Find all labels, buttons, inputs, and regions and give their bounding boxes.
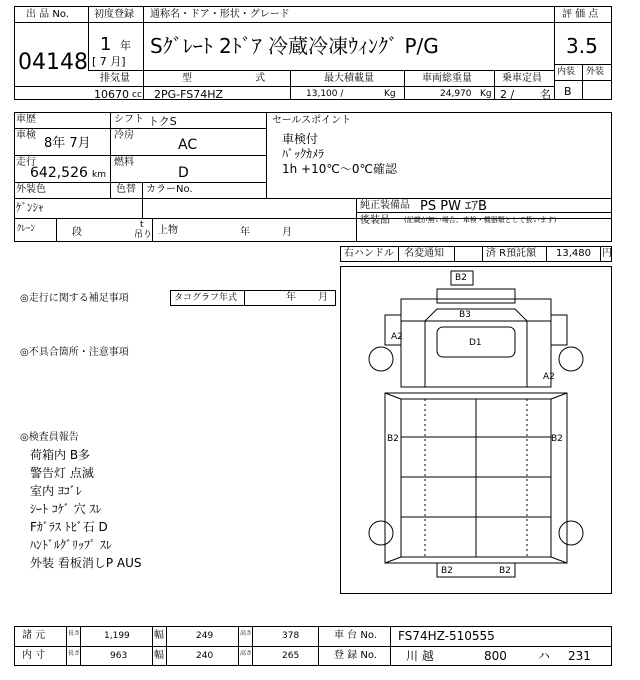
mileage-label: 走行: [16, 157, 36, 168]
interior-label: 内装: [557, 67, 576, 77]
chassis-label: 車 台 No.: [334, 630, 377, 641]
interior-grade: B: [564, 85, 572, 98]
liftgate-label: 上物: [158, 225, 178, 236]
inspection: 8年 7月: [44, 136, 91, 151]
outer-len: 1,199: [104, 631, 130, 641]
mark-a2-left: A2: [391, 332, 403, 342]
inspector-line: 外装 看板消しP AUS: [30, 556, 142, 570]
outer-dim-label: 諸 元: [22, 630, 46, 641]
reg-class: 800: [484, 649, 507, 663]
mark-a2-right: A2: [543, 372, 555, 382]
gross-weight-label: 車両総重量: [422, 73, 472, 84]
recycle-unit: 円: [602, 248, 612, 259]
name-change-label: 名変通知: [404, 248, 444, 259]
model-label: 型 式: [182, 73, 296, 84]
displacement: 10670: [94, 88, 129, 101]
score: 3.5: [566, 34, 598, 58]
inspector-line: 荷箱内 B多: [30, 448, 91, 462]
first-reg-year: 1: [100, 34, 112, 55]
reg-region: 川 越: [406, 649, 434, 663]
inspection-label: 車検: [16, 130, 36, 141]
liftgate-month: 月: [282, 227, 292, 238]
model-desc-label: 通称名・ドア・形状・グレード: [150, 9, 290, 20]
sales-line: ﾊﾞｯｸｶﾒﾗ: [282, 147, 325, 161]
max-load-unit: Kg: [384, 89, 396, 99]
inspector-line: Fｶﾞﾗｽ ﾄﾋﾞ石 D: [30, 520, 108, 534]
capacity: 2 /: [500, 88, 515, 101]
fuel: D: [178, 165, 189, 181]
max-load: 13,100 /: [306, 89, 344, 99]
ac-label: 冷房: [114, 130, 134, 141]
paint-label: 色替: [116, 184, 136, 195]
recycle-label: 済 R預託額: [486, 248, 537, 259]
inner-height-label: 高さ: [240, 650, 253, 657]
mark-d1: D1: [469, 338, 482, 348]
mark-b3: B3: [459, 310, 471, 320]
first-reg-month: [ 7 月]: [92, 55, 126, 68]
defects-label: ◎不具合箇所・注意事項: [20, 347, 129, 358]
inner-len: 963: [110, 651, 128, 661]
sales-label: セールスポイント: [272, 115, 352, 126]
capacity-label: 乗車定員: [502, 73, 542, 84]
tacho-label: タコグラフ年式: [174, 293, 238, 303]
sales-line: 1h +10℃～0℃確認: [282, 162, 397, 176]
recycle-value: 13,480: [556, 248, 591, 259]
color-no-label: カラーNo.: [146, 184, 193, 195]
aftermarket-label: 後装品: [360, 215, 390, 226]
lot-no: 04148: [18, 50, 88, 75]
inner-len-label: 長さ: [68, 650, 81, 657]
mark-b2-front: B2: [455, 273, 467, 283]
color: ｹﾞﾝｼｬ: [16, 201, 44, 214]
lot-no-label: 出 品 No.: [26, 9, 69, 20]
max-load-label: 最大積載量: [324, 73, 374, 84]
crane-tons: t: [140, 220, 144, 230]
gross-weight: 24,970: [440, 89, 472, 99]
outer-width: 249: [196, 631, 214, 641]
outer-width-label: 幅: [154, 630, 164, 641]
inspector-line: ｼｰﾄ ｺｹﾞ 穴 ｽﾚ: [30, 502, 102, 516]
liftgate-year: 年: [240, 227, 250, 238]
reg-number: 231: [568, 649, 591, 663]
mileage: 642,526: [30, 165, 88, 181]
genuine-equipment: PS PW ｴｱB: [420, 199, 487, 214]
inspector-lines: [30, 446, 141, 572]
displacement-unit: cc: [132, 90, 142, 100]
crane-label: ｸﾚｰﾝ: [17, 224, 36, 234]
inspector-line: 室内 ﾖｺﾞﾚ: [30, 484, 82, 498]
inner-width: 240: [196, 651, 214, 661]
color-label: 外装色: [16, 184, 46, 195]
mileage-unit: km: [92, 170, 106, 180]
gross-weight-unit: Kg: [480, 89, 492, 99]
score-label: 評 価 点: [562, 9, 599, 20]
shift-label: シフト: [114, 114, 144, 125]
sales-line: 車検付: [282, 132, 319, 146]
aftermarket-note: (記載が無い場合、車検・機器類として扱います): [404, 216, 557, 224]
first-reg-label: 初度登録: [94, 9, 134, 20]
tacho-month: 月: [318, 292, 328, 303]
model: 2PG-FS74HZ: [154, 88, 224, 101]
inner-height: 265: [282, 651, 300, 661]
outer-height-label: 高さ: [240, 630, 253, 637]
model-desc: Sｸﾞﾚｰﾄ 2ﾄﾞｱ 冷蔵冷凍ｳｨﾝｸﾞ P/G: [150, 34, 439, 58]
inspector-line: ﾊﾝﾄﾞﾙｸﾞﾘｯﾌﾟ ｽﾚ: [30, 538, 112, 552]
mark-b2-right: B2: [551, 434, 563, 444]
displacement-label: 排気量: [100, 73, 130, 84]
inner-dim-label: 内 寸: [22, 650, 46, 661]
reg-kana: ハ: [538, 649, 551, 663]
mark-b2-rear-right: B2: [499, 566, 511, 576]
truck-diagram-svg: [341, 267, 611, 593]
history-label: 車歴: [16, 114, 36, 125]
driving-notes-label: ◎走行に関する補足事項: [20, 293, 129, 304]
sales-lines: [282, 130, 397, 175]
first-reg-year-unit: 年: [120, 39, 131, 52]
crane-stages: 段: [72, 227, 82, 238]
mark-b2-left: B2: [387, 434, 399, 444]
ac: AC: [178, 137, 198, 153]
mark-b2-rear-left: B2: [441, 566, 453, 576]
inspector-label: ◎検査員報告: [20, 432, 79, 443]
genuine-label: 純正装備品: [360, 200, 410, 211]
outer-len-label: 長さ: [68, 630, 81, 637]
steering: 右ハンドル: [344, 248, 394, 259]
truck-diagram: [340, 266, 612, 594]
exterior-label: 外装: [586, 67, 605, 77]
outer-height: 378: [282, 631, 300, 641]
inner-width-label: 幅: [154, 650, 164, 661]
chassis-no: FS74HZ-510555: [398, 629, 495, 643]
capacity-unit: 名: [540, 88, 551, 101]
tacho-year: 年: [286, 292, 296, 303]
fuel-label: 燃料: [114, 157, 134, 168]
crane-hanging: 吊り: [134, 230, 153, 240]
shift: トクS: [148, 115, 177, 128]
reg-label: 登 録 No.: [334, 650, 377, 661]
inspector-line: 警告灯 点滅: [30, 466, 94, 480]
